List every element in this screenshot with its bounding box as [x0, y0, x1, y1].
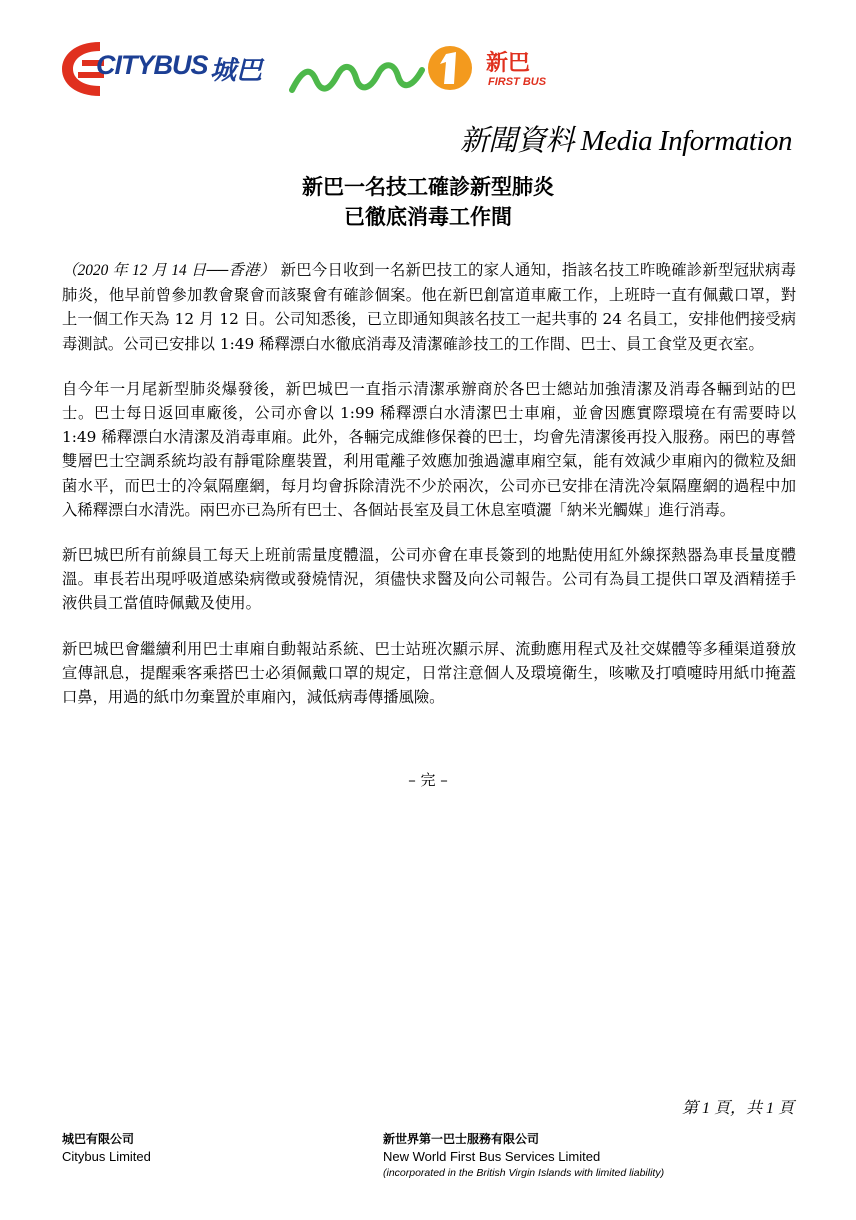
firstbus-chinese-name: 新巴	[486, 51, 531, 76]
footer-citybus-en: Citybus Limited	[62, 1149, 151, 1164]
footer-citybus	[62, 1131, 151, 1165]
end-mark: – 完 –	[408, 771, 448, 789]
paragraph-1-text: 新巴今日收到一名新巴技工的家人通知，指該名技工昨晚確診新型冠狀病毒肺炎，他早前曾參加教會聚會而該聚會有確診個案。他在新巴創富道車廠工作，上班時一直有佩戴口罩，對上一個工作天為 12 月 12 日。公司知悉後，已立即通知與該名技工一起共事的 24 名員工，安排他們接受病毒測試。公司已安排以 1:49 稀釋漂白水徹底消毒及清潔確診技工的工作間、巴士、員工食堂及更衣室。	[62, 261, 796, 353]
footer-firstbus	[383, 1131, 664, 1182]
press-release-body	[62, 258, 796, 730]
footer-citybus-cn: 城巴有限公司	[62, 1132, 135, 1146]
paragraph-4: 新巴城巴會繼續利用巴士車廂自動報站系統、巴士站班次顯示屏、流動應用程式及社交媒體等多種渠道發放宣傳訊息，提醒乘客乘搭巴士必須佩戴口罩的規定，日常注意個人及環境衛生，咳嗽及打噴嚏時用紙巾掩蓋口鼻，用過的紙巾勿棄置於車廂內，減低病毒傳播風險。	[62, 639, 796, 707]
paragraph-1	[62, 258, 796, 356]
citybus-chinese-name: 城巴	[210, 56, 263, 86]
firstbus-wave-icon	[288, 40, 488, 100]
citybus-wordmark: CITYBUS	[96, 50, 208, 80]
footer-firstbus-en: New World First Bus Services Limited	[383, 1149, 601, 1164]
citybus-logo	[60, 36, 270, 100]
firstbus-logo	[288, 40, 558, 100]
footer-firstbus-note: (incorporated in the British Virgin Islands with limited liability)	[383, 1167, 665, 1179]
title-line-2: 已徹底消毒工作間	[344, 205, 512, 229]
firstbus-english-name: FIRST BUS	[488, 76, 547, 88]
title-line-1: 新巴一名技工確診新型肺炎	[302, 175, 554, 199]
press-release-title	[0, 172, 856, 232]
dateline: （2020 年 12 月 14 日──香港）	[62, 262, 276, 279]
paragraph-3: 新巴城巴所有前線員工每天上班前需量度體溫，公司亦會在車長簽到的地點使用紅外線探熱器為車長量度體溫。車長若出現呼吸道感染病徵或發燒情況，須儘快求醫及向公司報告。公司有為員工提供口罩及酒精搓手液供員工當值時佩戴及使用。	[62, 546, 796, 613]
media-information-header: 新聞資料 Media Information	[459, 125, 792, 157]
paragraph-2: 自今年一月尾新型肺炎爆發後，新巴城巴一直指示清潔承辦商於各巴士總站加強清潔及消毒各輛到站的巴士。巴士每日返回車廠後，公司亦會以 1:99 稀釋漂白水清潔巴士車廂，並會因應實際環境在有需要時以 1:49 稀釋漂白水清潔及消毒車廂。此外，各輛完成維修保養的巴士，均會先清潔後再投入服務。兩巴的專營雙層巴士空調系統均設有靜電除塵裝置，利用電離子效應加強過濾車廂空氣，能有效減少車廂內的微粒及細菌水平，而巴士的冷氣隔塵網，每月均會拆除清洗不少於兩次，公司亦已安排在清洗冷氣隔塵網的過程中加入稀釋漂白水清洗。兩巴亦已為所有巴士、各個站長室及員工休息室噴灑「納米光觸媒」進行消毒。	[62, 379, 796, 519]
footer-firstbus-cn: 新世界第一巴士服務有限公司	[383, 1132, 540, 1146]
page-count: 第 1 頁，共 1 頁	[681, 1100, 794, 1117]
